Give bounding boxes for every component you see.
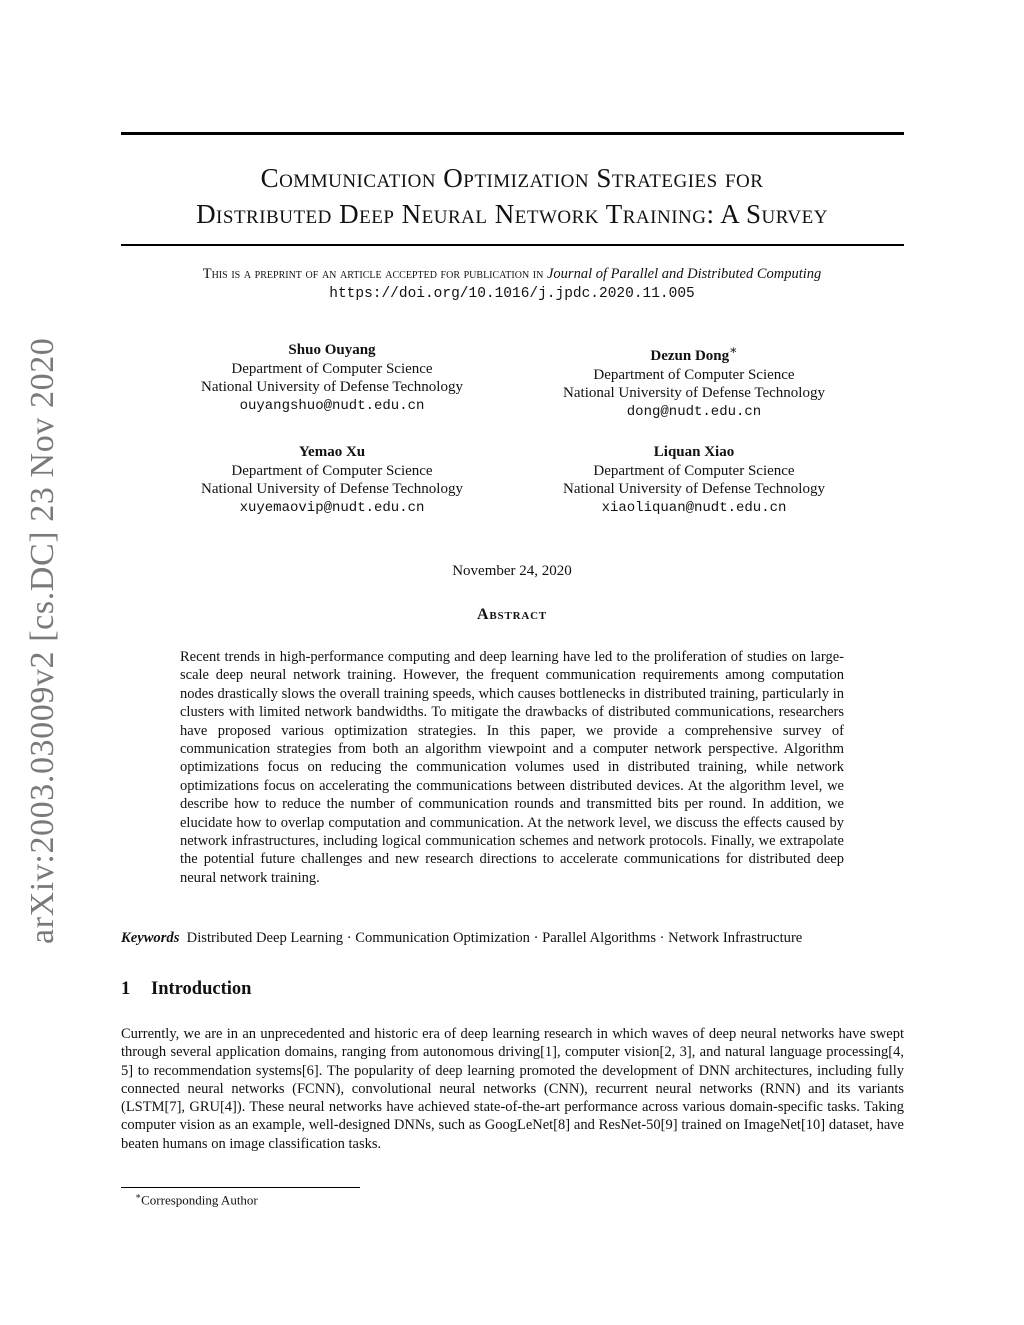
author-department: Department of Computer Science — [231, 462, 433, 479]
author-name: Yemao Xu — [298, 444, 366, 460]
author-email[interactable]: dong@nudt.edu.cn — [626, 403, 762, 420]
author-block — [162, 341, 502, 415]
author-name: Liquan Xiao — [653, 444, 735, 460]
introduction-text: Currently, we are in an unprecedented and historic era of deep learning research in which waves of deep neural networks have swept through several application domains, ranging from autonomous driving[1], computer vision[2, 3], and natural language processing[4, 5] to recommendation systems[6]. The popularity of deep learning promoted the development of DNN architectures, including fully connected neural networks (FCNN), convolutional neural networks (CNN), recurrent neural networks (RNN) and its variants (LSTM[7], GRU[4]). These neural networks have achieved state-of-the-art performance across various domain-specific tasks. Taking computer vision as an example, well-designed DNNs, such as GoogLeNet[8] and ResNet-50[9] trained on ImageNet[10] dataset, have beaten humans on image classification tasks. — [121, 1026, 904, 1152]
title-bottom-rule — [121, 244, 904, 246]
preprint-notice-text: This is a preprint of an article accepted for publication in — [202, 266, 544, 282]
author-email[interactable]: ouyangshuo@nudt.edu.cn — [239, 397, 425, 414]
keywords-list: Distributed Deep Learning · Communication Optimization · Parallel Algorithms · Network Infrastructure — [186, 930, 803, 946]
author-department: Department of Computer Science — [593, 366, 795, 383]
section-title: Introduction — [151, 979, 252, 999]
corresponding-author-mark: ∗ — [729, 343, 738, 357]
keywords — [121, 928, 904, 948]
footnote-rule — [121, 1187, 360, 1188]
author-institution: National University of Defense Technology — [201, 379, 463, 395]
paper-date: November 24, 2020 — [452, 563, 572, 579]
preprint-notice — [100, 264, 924, 304]
footnote-mark: ∗ — [135, 1191, 142, 1201]
paper-title-line-2: Distributed Deep Neural Network Training: A Survey — [196, 199, 828, 229]
footnote-text: Corresponding Author — [141, 1192, 258, 1208]
abstract-text: Recent trends in high-performance computing and deep learning have led to the proliferation of studies on large-scale deep neural network training. However, the frequent communication requirements among computation nodes drastically slows the overall training speeds, which causes bottlenecks in distributed training, particularly in clusters with limited network bandwidths. To mitigate the drawbacks of distributed communications, researchers have proposed various optimization strategies. In this paper, we provide a comprehensive survey of communication strategies from both an algorithm viewpoint and a computer network perspective. Algorithm optimizations focus on reducing the communication volumes used in distributed training, while network optimizations focus on accelerating the communications between distributed devices. At the algorithm level, we describe how to reduce the number of communication rounds and transmitted bits per round. In addition, we elucidate how to overlap computation and communication. At the network level, we discuss the effects caused by network infrastructures, including logical communication schemes and network protocols. Finally, we extrapolate the potential future challenges and new research directions to accelerate communications for distributed deep neural network training. — [180, 649, 844, 886]
author-name: Shuo Ouyang — [288, 342, 376, 358]
arxiv-identifier: arXiv:2003.03009v2 [cs.DC] 23 Nov 2020 — [24, 337, 61, 944]
keywords-label: Keywords — [121, 930, 180, 946]
author-email[interactable]: xuyemaovip@nudt.edu.cn — [239, 499, 425, 516]
abstract-heading: Abstract — [477, 606, 547, 623]
section-number: 1 — [121, 979, 131, 999]
author-email[interactable]: xiaoliquan@nudt.edu.cn — [601, 499, 787, 516]
doi-link[interactable]: https://doi.org/10.1016/j.jpdc.2020.11.005 — [329, 286, 695, 302]
paper-title-line-1: Communication Optimization Strategies for — [260, 163, 764, 193]
title-top-rule — [121, 132, 904, 135]
author-name: Dezun Dong — [650, 348, 730, 364]
author-department: Department of Computer Science — [231, 360, 433, 377]
author-institution: National University of Defense Technology — [563, 481, 825, 497]
author-department: Department of Computer Science — [593, 462, 795, 479]
author-institution: National University of Defense Technology — [201, 481, 463, 497]
footnote — [135, 1191, 258, 1208]
section-heading — [121, 979, 251, 1000]
author-institution: National University of Defense Technology — [563, 385, 825, 401]
author-block — [524, 443, 864, 517]
author-block — [162, 443, 502, 517]
journal-name: Journal of Parallel and Distributed Computing — [546, 266, 822, 282]
author-block — [524, 341, 864, 421]
